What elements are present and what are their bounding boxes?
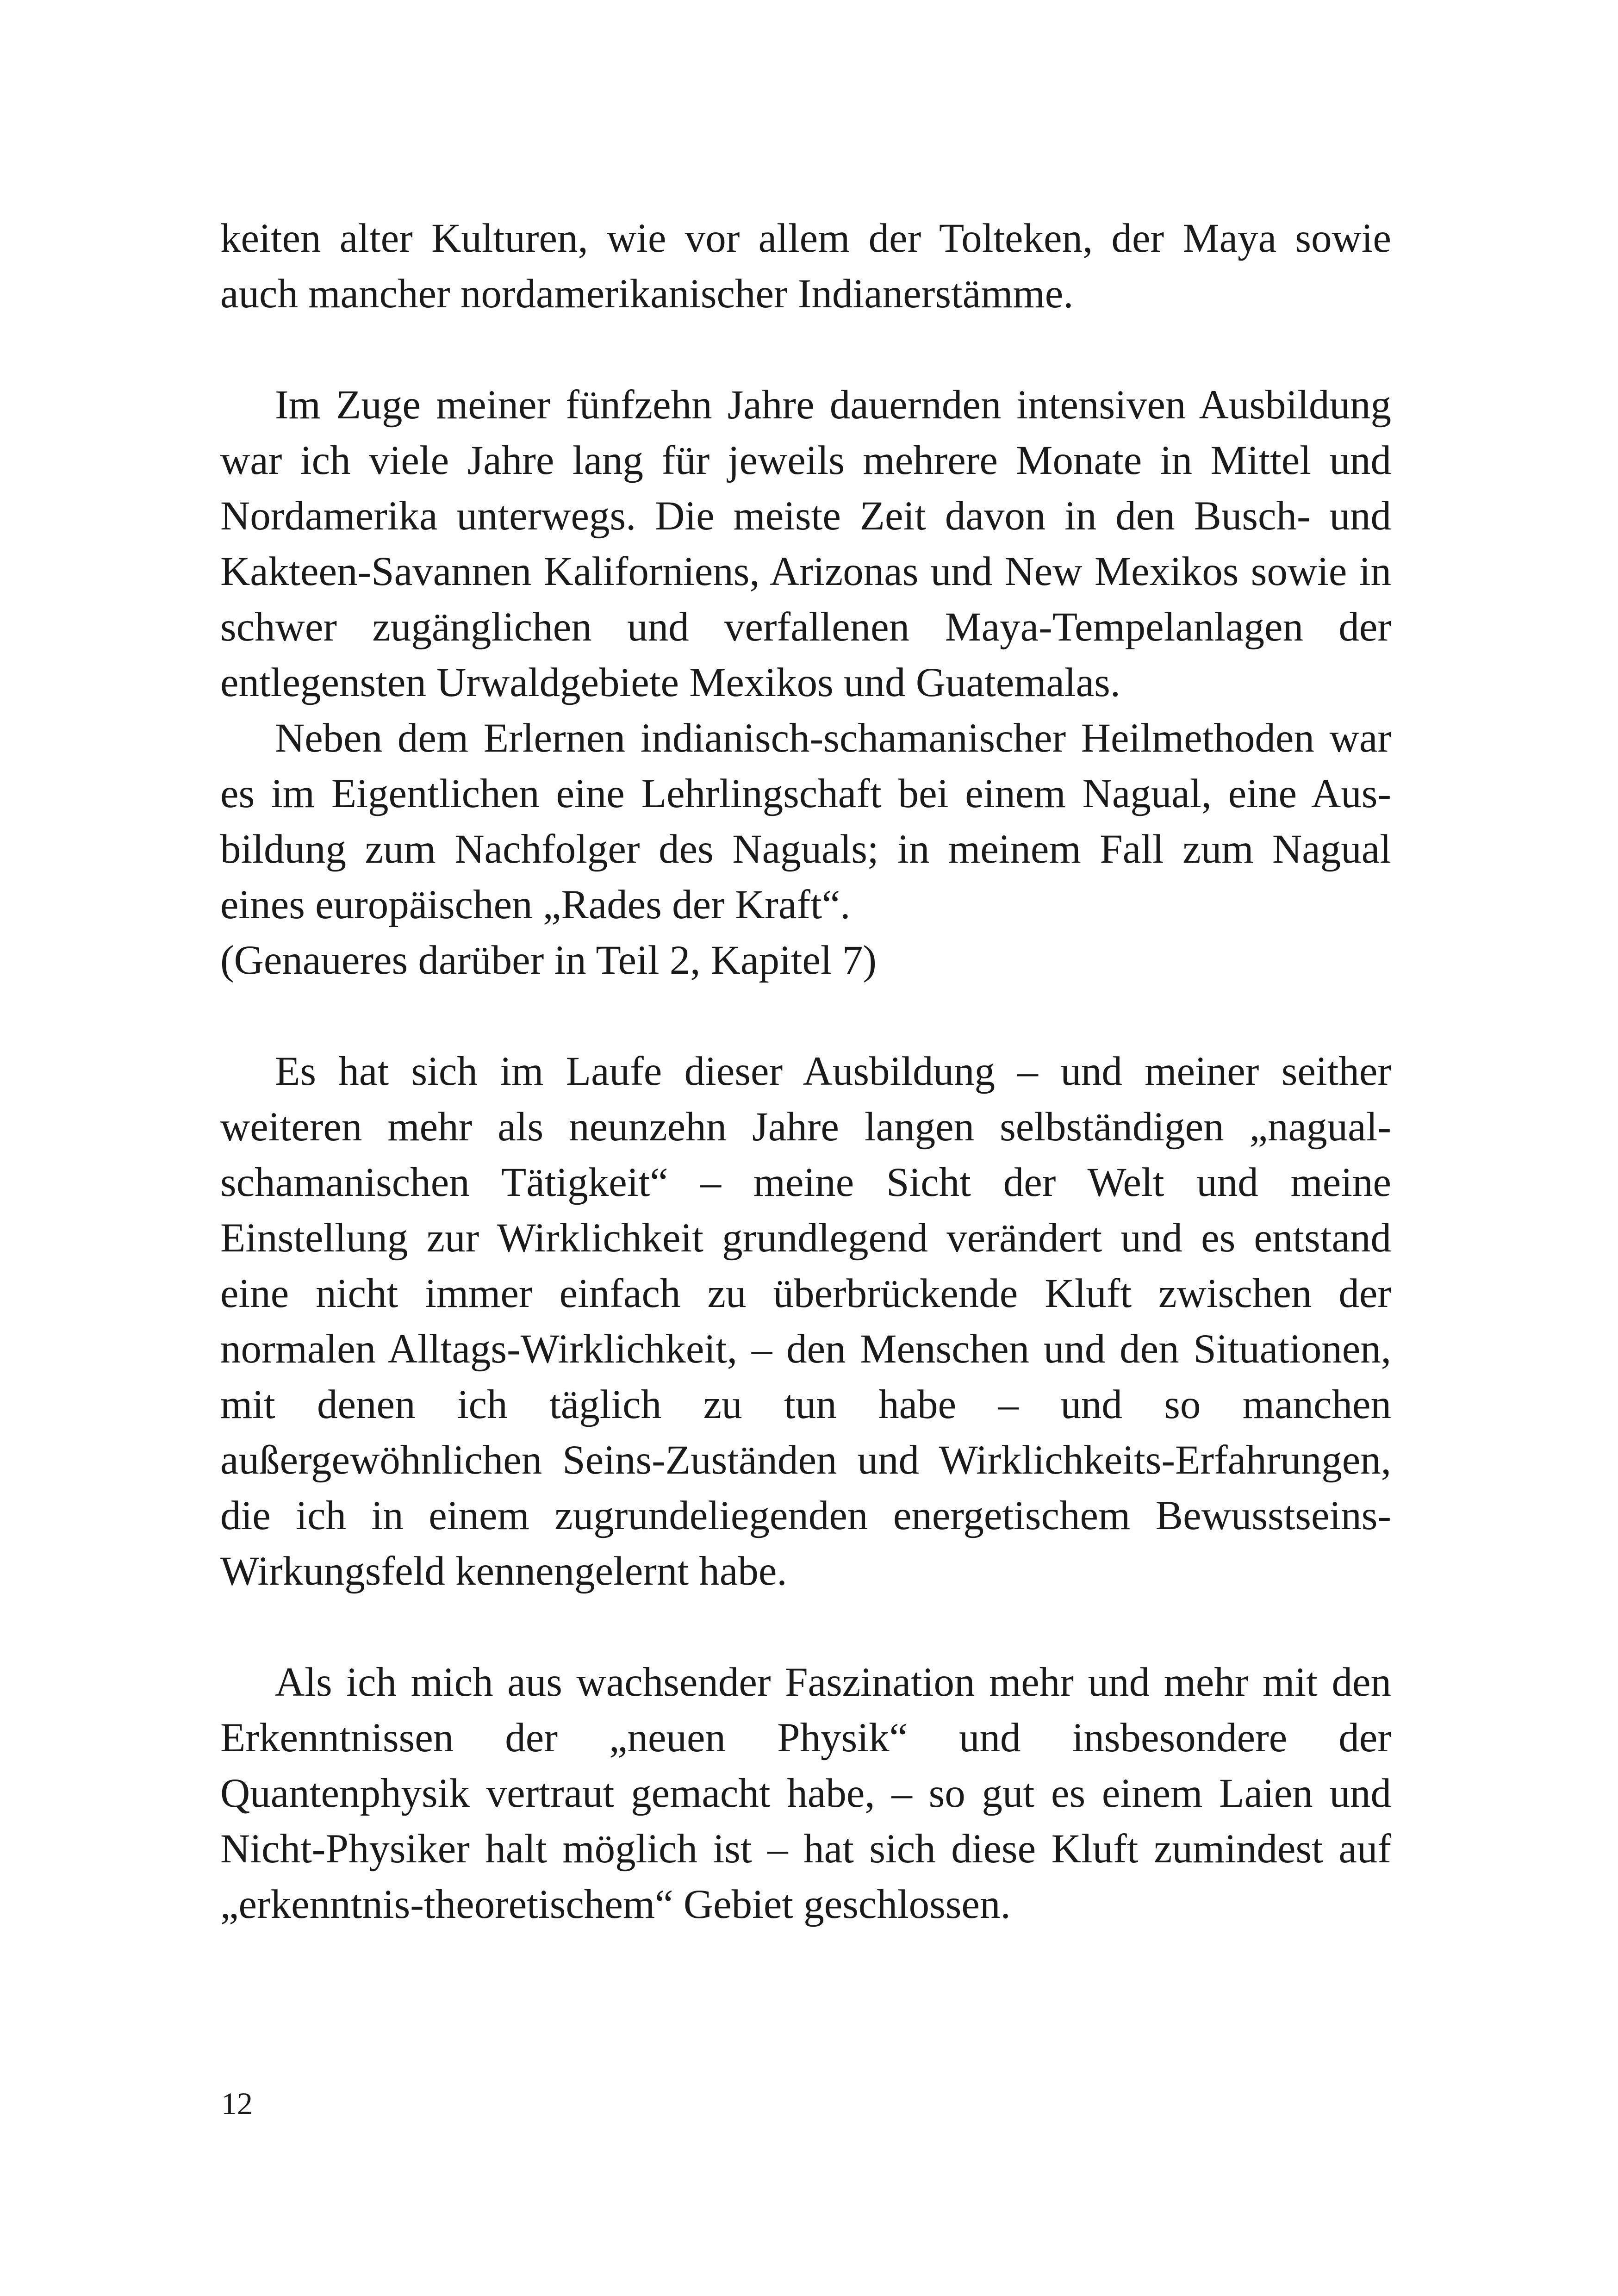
paragraph-5-line-5: eine nicht immer einfach zu überbrückende Kluft zwischen der <box>220 1271 1391 1316</box>
paragraph-5-line-10: Wirkungsfeld kennengelernt habe. <box>220 1549 787 1594</box>
paragraph-5-line-6: normalen Alltags-Wirklichkeit, – den Menschen und den <box>220 1326 1179 1372</box>
paragraph-3-line-2: es im Eigentlichen eine Lehrlingschaft bei einem Nagual, eine Aus- <box>220 771 1391 816</box>
paragraph-3-line-4: eines europäischen „Rades der Kraft“. <box>220 882 851 927</box>
paragraph-5-line-7: Situationen, mit denen ich täglich zu tun habe – und so manchen <box>220 1326 1392 1427</box>
paragraph-2-line-5: in schwer zugänglichen und verfallenen Maya-Tempelanlagen der <box>220 549 1392 650</box>
body-text <box>220 211 1391 1932</box>
paragraph-1-line-1: keiten alter Kulturen, wie vor allem der Tolteken, der Maya sowie <box>220 216 1391 261</box>
page-number: 12 <box>221 2086 253 2121</box>
paragraph-1 <box>220 211 1391 322</box>
paragraph-6-line-3: Quantenphysik vertraut gemacht habe, – so gut es einem Laien und <box>220 1771 1391 1816</box>
paragraph-5-line-2: weiteren mehr als neunzehn Jahre langen selbständigen „nagual- <box>220 1104 1391 1150</box>
paragraph-4-line-1: (Genaueres darüber in Teil 2, Kapitel 7) <box>220 938 877 983</box>
paragraph-3-line-3: bildung zum Nachfolger des Naguals; in meinem Fall zum Nagual <box>220 827 1391 872</box>
paragraph-5-line-9: die ich in einem zugrundeliegenden energetischem Bewusstseins- <box>220 1493 1391 1538</box>
paragraph-1-line-2: auch mancher nordamerikanischer Indianerstämme. <box>220 271 1074 317</box>
paragraph-2-line-1: Im Zuge meiner fünfzehn Jahre dauernden intensiven Ausbildung <box>275 382 1391 428</box>
paragraph-6-line-2: Erkenntnissen der „neuen Physik“ und insbesondere der <box>220 1715 1391 1761</box>
paragraph-spacer <box>220 322 1391 377</box>
paragraph-5-line-4: Einstellung zur Wirklichkeit grundlegend verändert und es entstand <box>220 1215 1391 1261</box>
paragraph-2-line-3: Nordamerika unterwegs. Die meiste Zeit davon in den Busch- und <box>220 493 1391 539</box>
paragraph-6-line-1: Als ich mich aus wachsender Faszination mehr und mehr mit den <box>275 1660 1391 1705</box>
paragraph-spacer <box>220 1599 1391 1655</box>
paragraph-3 <box>220 710 1391 933</box>
paragraph-6-line-4: Nicht-Physiker halt möglich ist – hat sich diese Kluft zumindest auf <box>220 1826 1391 1872</box>
paragraph-5 <box>220 1044 1391 1599</box>
paragraph-2-line-2: war ich viele Jahre lang für jeweils mehrere Monate in Mittel und <box>220 438 1391 483</box>
paragraph-5-line-8: außergewöhnlichen Seins-Zuständen und Wirklichkeits-Erfahrungen, <box>220 1437 1391 1483</box>
paragraph-5-line-3: schamanischen Tätigkeit“ – meine Sicht der Welt und meine <box>220 1160 1391 1205</box>
paragraph-2-line-6: entlegensten Urwaldgebiete Mexikos und Guatemalas. <box>220 660 1121 705</box>
paragraph-6 <box>220 1655 1391 1932</box>
paragraph-2-line-4: Kakteen-Savannen Kaliforniens, Arizonas und New Mexikos sowie <box>220 549 1347 594</box>
paragraph-2 <box>220 377 1391 710</box>
paragraph-6-line-5: „erkenntnis-theoretischem“ Gebiet geschlossen. <box>220 1882 1011 1927</box>
paragraph-3-line-1: Neben dem Erlernen indianisch-schamanischer Heilmethoden war <box>275 716 1391 761</box>
paragraph-5-line-1: Es hat sich im Laufe dieser Ausbildung – und meiner seither <box>275 1049 1391 1094</box>
paragraph-4 <box>220 933 1391 988</box>
paragraph-spacer <box>220 988 1391 1044</box>
